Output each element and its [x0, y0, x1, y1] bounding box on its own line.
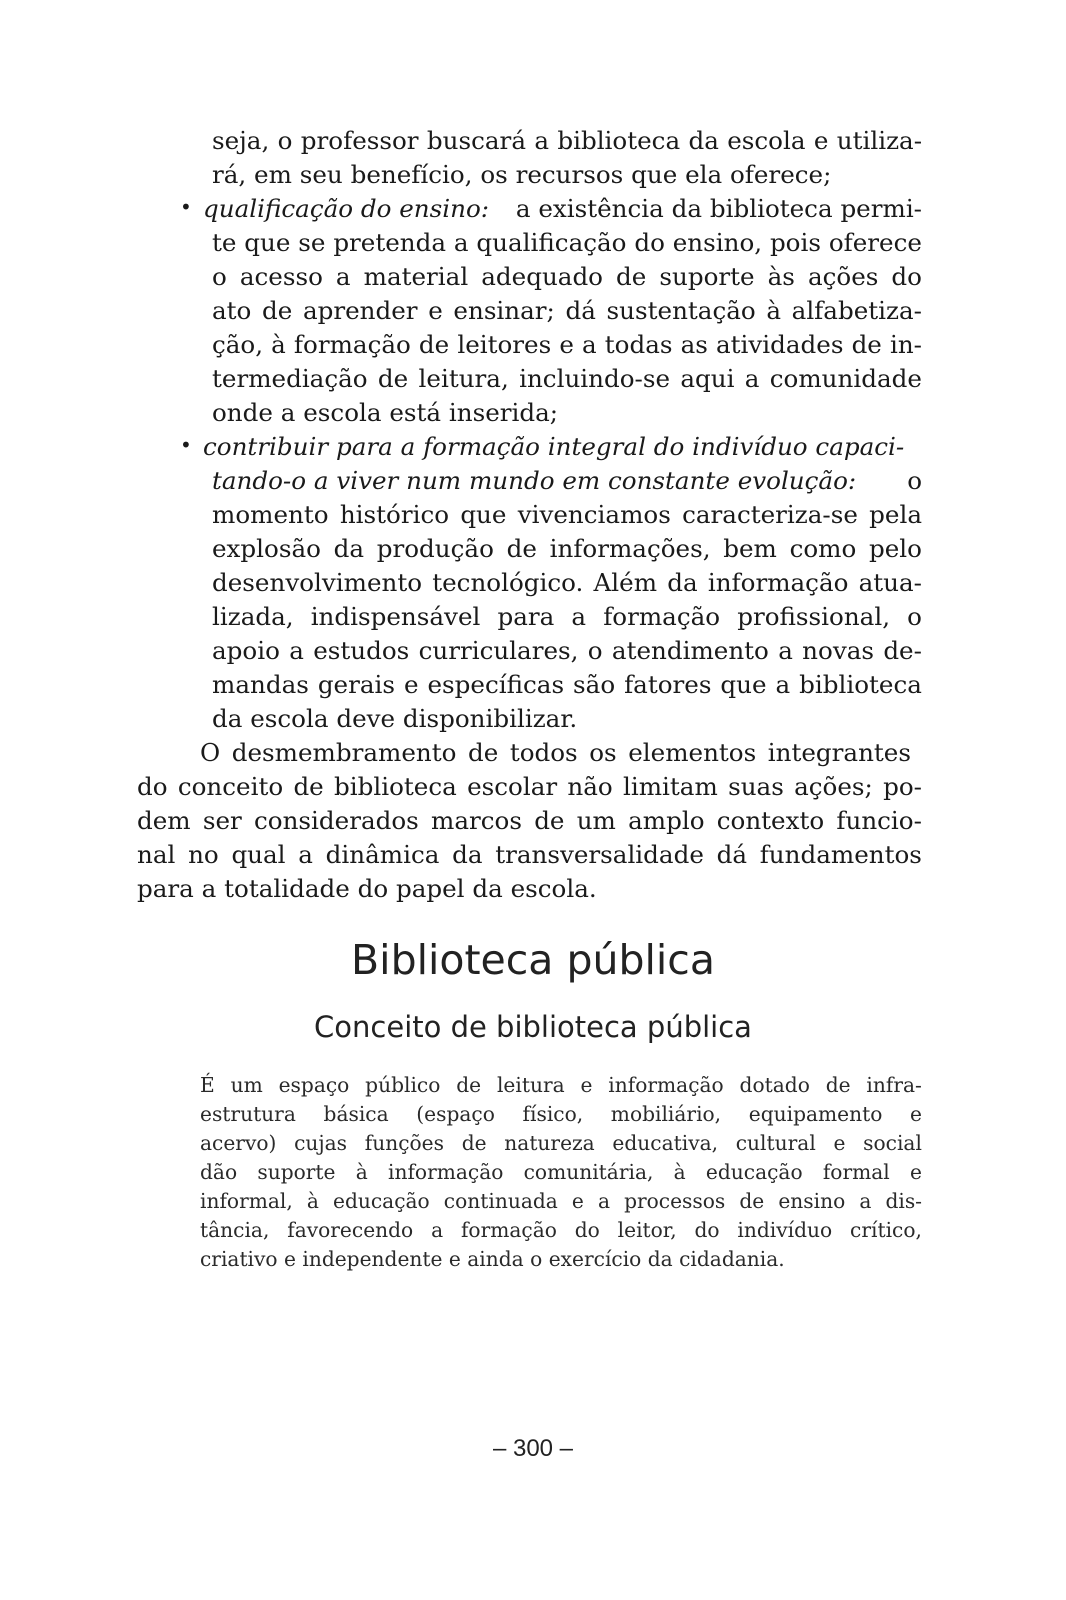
body-line: rá, em seu benefício, os recursos que ela oferece; — [212, 160, 832, 189]
definition-line: informal, à educação continuada e a processos de ensino a dis- — [200, 1189, 922, 1213]
body-line: apoio a estudos curriculares, o atendimento a novas de- — [212, 636, 922, 665]
bullet-text: a existência da biblioteca permi- — [515, 194, 922, 223]
body-line: explosão da produção de informações, bem como pelo — [212, 534, 922, 563]
bullet-line — [212, 464, 922, 498]
section-heading: Biblioteca pública — [351, 936, 715, 984]
body-line: da escola deve disponibilizar. — [212, 704, 578, 733]
paragraph-first-line: O desmembramento de todos os elementos integrantes — [200, 738, 911, 767]
definition-line: tância, favorecendo a formação do leitor, do indivíduo crítico, — [200, 1218, 922, 1242]
definition-line: criativo e independente e ainda o exercício da cidadania. — [200, 1247, 785, 1271]
bullet-icon: • — [180, 195, 192, 219]
body-line: seja, o professor buscará a biblioteca da escola e utiliza- — [212, 126, 922, 155]
body-line: dem ser considerados marcos de um amplo contexto funcio- — [137, 806, 922, 835]
body-line: momento histórico que vivenciamos caracteriza-se pela — [212, 500, 922, 529]
body-line: ato de aprender e ensinar; dá sustentação à alfabetiza- — [212, 296, 922, 325]
body-line: mandas gerais e específicas são fatores que a biblioteca — [212, 670, 922, 699]
body-line: onde a escola está inserida; — [212, 398, 559, 427]
bullet-term: tando-o a viver num mundo em constante evolução: — [212, 466, 857, 495]
body-line: ção, à formação de leitores e a todas as atividades de in- — [212, 330, 922, 359]
section-subheading: Conceito de biblioteca pública — [314, 1010, 752, 1044]
bullet-term: contribuir para a formação integral do indivíduo capaci- — [203, 432, 905, 461]
body-line: nal no qual a dinâmica da transversalidade dá fundamentos — [137, 840, 922, 869]
bullet-first-line — [203, 192, 922, 226]
bullet-term: qualificação do ensino: — [203, 194, 490, 223]
body-line: termediação de leitura, incluindo-se aqui a comunidade — [212, 364, 922, 393]
body-line: te que se pretenda a qualificação do ensino, pois oferece — [212, 228, 922, 257]
body-line: lizada, indispensável para a formação profissional, o — [212, 602, 922, 631]
body-line: do conceito de biblioteca escolar não limitam suas ações; po- — [137, 772, 922, 801]
body-line: o acesso a material adequado de suporte às ações do — [212, 262, 922, 291]
body-line: para a totalidade do papel da escola. — [137, 874, 597, 903]
definition-line: dão suporte à informação comunitária, à educação formal e — [200, 1160, 922, 1184]
definition-line: É um espaço público de leitura e informação dotado de infra- — [200, 1073, 922, 1097]
definition-line: estrutura básica (espaço físico, mobiliário, equipamento e — [200, 1102, 922, 1126]
body-line: desenvolvimento tecnológico. Além da informação atua- — [212, 568, 922, 597]
bullet-text: o — [907, 466, 922, 495]
bullet-icon: • — [180, 433, 192, 457]
page-number: – 300 – — [492, 1435, 574, 1462]
definition-line: acervo) cujas funções de natureza educativa, cultural e social — [200, 1131, 922, 1155]
